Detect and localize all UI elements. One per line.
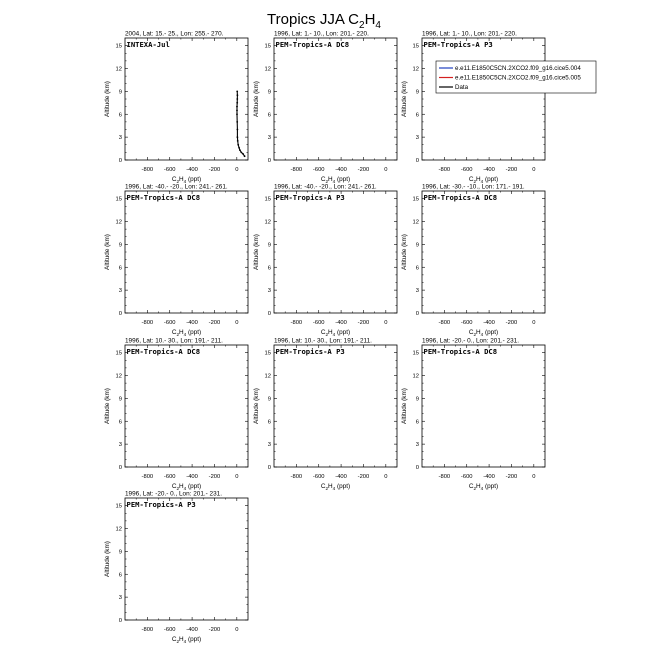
data-point	[236, 98, 238, 100]
x-tick-label: 0	[532, 474, 536, 480]
y-tick-label: 6	[415, 112, 419, 119]
data-point	[236, 91, 238, 93]
x-tick-label: -600	[460, 474, 473, 480]
x-axis-label: $C_2H_4$ (ppt)	[320, 483, 351, 491]
data-point	[239, 149, 241, 151]
data-point	[236, 102, 238, 104]
panel-header: 1996, Lat: -20.- 0., Lon: 201.- 231.	[125, 490, 222, 498]
x-axis-label: $C_2H_4$ (ppt)	[468, 483, 499, 491]
y-tick-label: 3	[415, 288, 419, 295]
x-tick-label: -400	[335, 167, 347, 173]
y-tick-label: 12	[264, 66, 271, 73]
y-tick-label: 0	[267, 158, 271, 164]
y-tick-label: 6	[118, 112, 122, 119]
x-tick-label: 0	[384, 320, 388, 326]
plot-frame	[422, 345, 545, 467]
y-tick-label: 9	[415, 242, 419, 249]
y-tick-label: 3	[118, 135, 122, 142]
legend-entry: Data	[455, 84, 469, 92]
figure-title: Tropics JJA $C_2H_4$	[267, 11, 381, 31]
x-tick-label: 0	[235, 320, 239, 326]
x-tick-label: -400	[186, 627, 198, 633]
x-tick-label: -400	[186, 320, 198, 326]
plot-frame	[422, 38, 545, 160]
panel-header: 1996, Lat: 10.- 30., Lon: 191.- 211.	[125, 337, 223, 345]
y-tick-label: 15	[412, 350, 419, 357]
campaign-label: PEM-Tropics-A DC8	[126, 347, 201, 356]
campaign-label: PEM-Tropics-A P3	[126, 500, 196, 509]
panel-header: 1996, Lat: 1.- 10., Lon: 201.- 220.	[274, 30, 369, 38]
y-axis-label: Altitude (km)	[253, 388, 260, 424]
data-point	[237, 144, 239, 146]
y-tick-label: 15	[115, 43, 122, 50]
y-axis-label: Altitude (km)	[401, 388, 408, 424]
y-tick-label: 6	[267, 112, 271, 119]
y-tick-label: 6	[118, 419, 122, 426]
x-tick-label: 0	[235, 627, 239, 633]
y-tick-label: 6	[415, 265, 419, 272]
y-tick-label: 9	[267, 396, 271, 403]
x-tick-label: -800	[290, 320, 303, 326]
panel-header: 1996, Lat: -30.- -10., Lon: 171.- 191.	[422, 183, 525, 191]
panel-2	[253, 31, 397, 184]
data-point	[237, 136, 239, 138]
y-tick-label: 15	[115, 350, 122, 357]
y-tick-label: 6	[118, 265, 122, 272]
y-axis-label: Altitude (km)	[104, 388, 111, 424]
x-tick-label: -800	[141, 474, 154, 480]
y-tick-label: 9	[118, 89, 122, 96]
y-axis-label: Altitude (km)	[104, 81, 111, 117]
panel-7	[104, 338, 248, 491]
panel-8	[253, 338, 397, 491]
campaign-label: PEM-Tropics-A DC8	[275, 40, 350, 49]
x-tick-label: -200	[505, 167, 518, 173]
x-tick-label: 0	[235, 167, 239, 173]
x-axis-label: $C_2H_4$ (ppt)	[171, 483, 202, 491]
y-tick-label: 6	[267, 265, 271, 272]
x-tick-label: -600	[460, 167, 473, 173]
y-tick-label: 0	[267, 311, 271, 317]
y-tick-label: 0	[118, 311, 122, 317]
y-tick-label: 0	[118, 618, 122, 624]
x-tick-label: -800	[141, 167, 154, 173]
x-tick-label: -400	[186, 474, 198, 480]
y-tick-label: 6	[267, 419, 271, 426]
x-tick-label: -400	[483, 474, 495, 480]
x-tick-label: -400	[186, 167, 198, 173]
y-tick-label: 15	[264, 196, 271, 203]
y-axis-label: Altitude (km)	[253, 234, 260, 270]
y-tick-label: 3	[267, 442, 271, 449]
panels-grid	[104, 31, 545, 644]
x-tick-label: -800	[438, 474, 451, 480]
y-tick-label: 6	[415, 419, 419, 426]
data-point	[240, 152, 242, 154]
y-axis-label: Altitude (km)	[401, 81, 408, 117]
x-tick-label: -200	[357, 320, 370, 326]
y-tick-label: 15	[115, 503, 122, 510]
y-tick-label: 12	[412, 219, 419, 226]
x-tick-label: -200	[505, 320, 518, 326]
x-tick-label: 0	[235, 474, 239, 480]
plot-frame	[125, 191, 248, 313]
y-axis-label: Altitude (km)	[104, 541, 111, 577]
y-tick-label: 0	[118, 465, 122, 471]
plot-frame	[125, 38, 248, 160]
y-tick-label: 12	[115, 219, 122, 226]
plot-frame	[422, 191, 545, 313]
campaign-label: PEM-Tropics-A DC8	[423, 193, 498, 202]
panel-6	[401, 184, 545, 337]
x-tick-label: -200	[505, 474, 518, 480]
y-tick-label: 3	[267, 135, 271, 142]
x-tick-label: -200	[208, 167, 221, 173]
legend	[436, 61, 596, 93]
plot-frame	[274, 191, 397, 313]
x-axis-label: $C_2H_4$ (ppt)	[468, 329, 499, 337]
data-point	[238, 147, 240, 149]
y-tick-label: 15	[264, 43, 271, 50]
x-axis-label: $C_2H_4$ (ppt)	[320, 176, 351, 184]
x-axis-label: $C_2H_4$ (ppt)	[468, 176, 499, 184]
panel-header: 1996, Lat: -40.- -20., Lon: 241.- 261.	[125, 183, 228, 191]
y-tick-label: 0	[267, 465, 271, 471]
panel-header: 1996, Lat: 1.- 10., Lon: 201.- 220.	[422, 30, 517, 38]
legend-entry: e.e11.E1850C5CN.2XCO2.f09_g16.cice5.004	[455, 65, 581, 73]
x-axis-label: $C_2H_4$ (ppt)	[320, 329, 351, 337]
y-tick-label: 0	[415, 311, 419, 317]
y-tick-label: 12	[115, 526, 122, 533]
x-tick-label: -600	[163, 167, 176, 173]
data-point	[236, 113, 238, 115]
data-point	[237, 140, 239, 142]
campaign-label: PEM-Tropics-A P3	[423, 40, 493, 49]
y-tick-label: 6	[118, 572, 122, 579]
panel-4	[104, 184, 248, 337]
x-tick-label: -600	[312, 474, 325, 480]
y-tick-label: 9	[118, 549, 122, 556]
y-tick-label: 3	[415, 135, 419, 142]
campaign-label: PEM-Tropics-A P3	[275, 193, 345, 202]
x-tick-label: -600	[460, 320, 473, 326]
y-tick-label: 12	[264, 373, 271, 380]
data-point	[242, 153, 244, 155]
data-point	[236, 106, 238, 108]
x-tick-label: -400	[335, 320, 347, 326]
y-tick-label: 12	[412, 66, 419, 73]
x-tick-label: -600	[163, 320, 176, 326]
panel-1	[104, 31, 248, 184]
x-tick-label: -800	[438, 167, 451, 173]
y-tick-label: 15	[412, 43, 419, 50]
y-tick-label: 9	[267, 89, 271, 96]
y-tick-label: 3	[415, 442, 419, 449]
campaign-label: PEM-Tropics-A DC8	[423, 347, 498, 356]
x-tick-label: -800	[290, 474, 303, 480]
plot-frame	[274, 345, 397, 467]
campaign-label: INTEXA-Jul	[126, 40, 170, 49]
y-tick-label: 9	[118, 396, 122, 403]
x-tick-label: -200	[208, 627, 221, 633]
y-tick-label: 0	[118, 158, 122, 164]
panel-header: 1996, Lat: 10.- 30., Lon: 191.- 211.	[274, 337, 372, 345]
y-tick-label: 3	[118, 288, 122, 295]
y-tick-label: 12	[115, 373, 122, 380]
x-tick-label: -800	[438, 320, 451, 326]
x-axis-label: $C_2H_4$ (ppt)	[171, 636, 202, 644]
y-tick-label: 12	[115, 66, 122, 73]
panel-9	[401, 338, 545, 491]
campaign-label: PEM-Tropics-A DC8	[126, 193, 201, 202]
x-tick-label: -400	[483, 167, 495, 173]
y-tick-label: 9	[118, 242, 122, 249]
y-axis-label: Altitude (km)	[104, 234, 111, 270]
panel-header: 1996, Lat: -40.- -20., Lon: 241.- 261.	[274, 183, 377, 191]
panel-header: 1996, Lat: -20.- 0., Lon: 201.- 231.	[422, 337, 519, 345]
x-tick-label: -200	[208, 474, 221, 480]
y-tick-label: 12	[264, 219, 271, 226]
legend-entry: e.e11.E1850C5CN.2XCO2.f09_g16.cice5.005	[455, 74, 581, 82]
data-point	[237, 94, 239, 96]
data-point	[236, 121, 238, 123]
x-tick-label: -600	[312, 320, 325, 326]
data-point	[244, 155, 246, 157]
x-tick-label: 0	[532, 320, 536, 326]
x-tick-label: -600	[312, 167, 325, 173]
x-tick-label: -400	[335, 474, 347, 480]
panel-10	[104, 491, 248, 644]
x-tick-label: -400	[483, 320, 495, 326]
y-axis-label: Altitude (km)	[401, 234, 408, 270]
x-tick-label: -800	[141, 627, 154, 633]
y-tick-label: 3	[118, 595, 122, 602]
y-tick-label: 3	[267, 288, 271, 295]
panel-header: 2004, Lat: 15.- 25., Lon: 255.- 270.	[125, 30, 224, 38]
data-point	[236, 110, 238, 112]
x-axis-label: $C_2H_4$ (ppt)	[171, 176, 202, 184]
y-axis-label: Altitude (km)	[253, 81, 260, 117]
y-tick-label: 3	[118, 442, 122, 449]
y-tick-label: 0	[415, 158, 419, 164]
data-point	[237, 129, 239, 131]
series-line	[237, 91, 245, 156]
y-tick-label: 9	[267, 242, 271, 249]
y-tick-label: 0	[415, 465, 419, 471]
x-tick-label: -800	[290, 167, 303, 173]
x-tick-label: -200	[357, 474, 370, 480]
y-tick-label: 15	[264, 350, 271, 357]
y-tick-label: 12	[412, 373, 419, 380]
x-tick-label: 0	[384, 167, 388, 173]
x-tick-label: -200	[357, 167, 370, 173]
campaign-label: PEM-Tropics-A P3	[275, 347, 345, 356]
y-tick-label: 15	[115, 196, 122, 203]
x-tick-label: 0	[532, 167, 536, 173]
plot-frame	[125, 498, 248, 620]
y-tick-label: 9	[415, 89, 419, 96]
y-tick-label: 15	[412, 196, 419, 203]
panel-3	[401, 31, 545, 184]
x-axis-label: $C_2H_4$ (ppt)	[171, 329, 202, 337]
y-tick-label: 9	[415, 396, 419, 403]
plot-frame	[125, 345, 248, 467]
x-tick-label: -600	[163, 474, 176, 480]
x-tick-label: -200	[208, 320, 221, 326]
plot-frame	[274, 38, 397, 160]
x-tick-label: 0	[384, 474, 388, 480]
panel-5	[253, 184, 397, 337]
x-tick-label: -600	[163, 627, 176, 633]
x-tick-label: -800	[141, 320, 154, 326]
